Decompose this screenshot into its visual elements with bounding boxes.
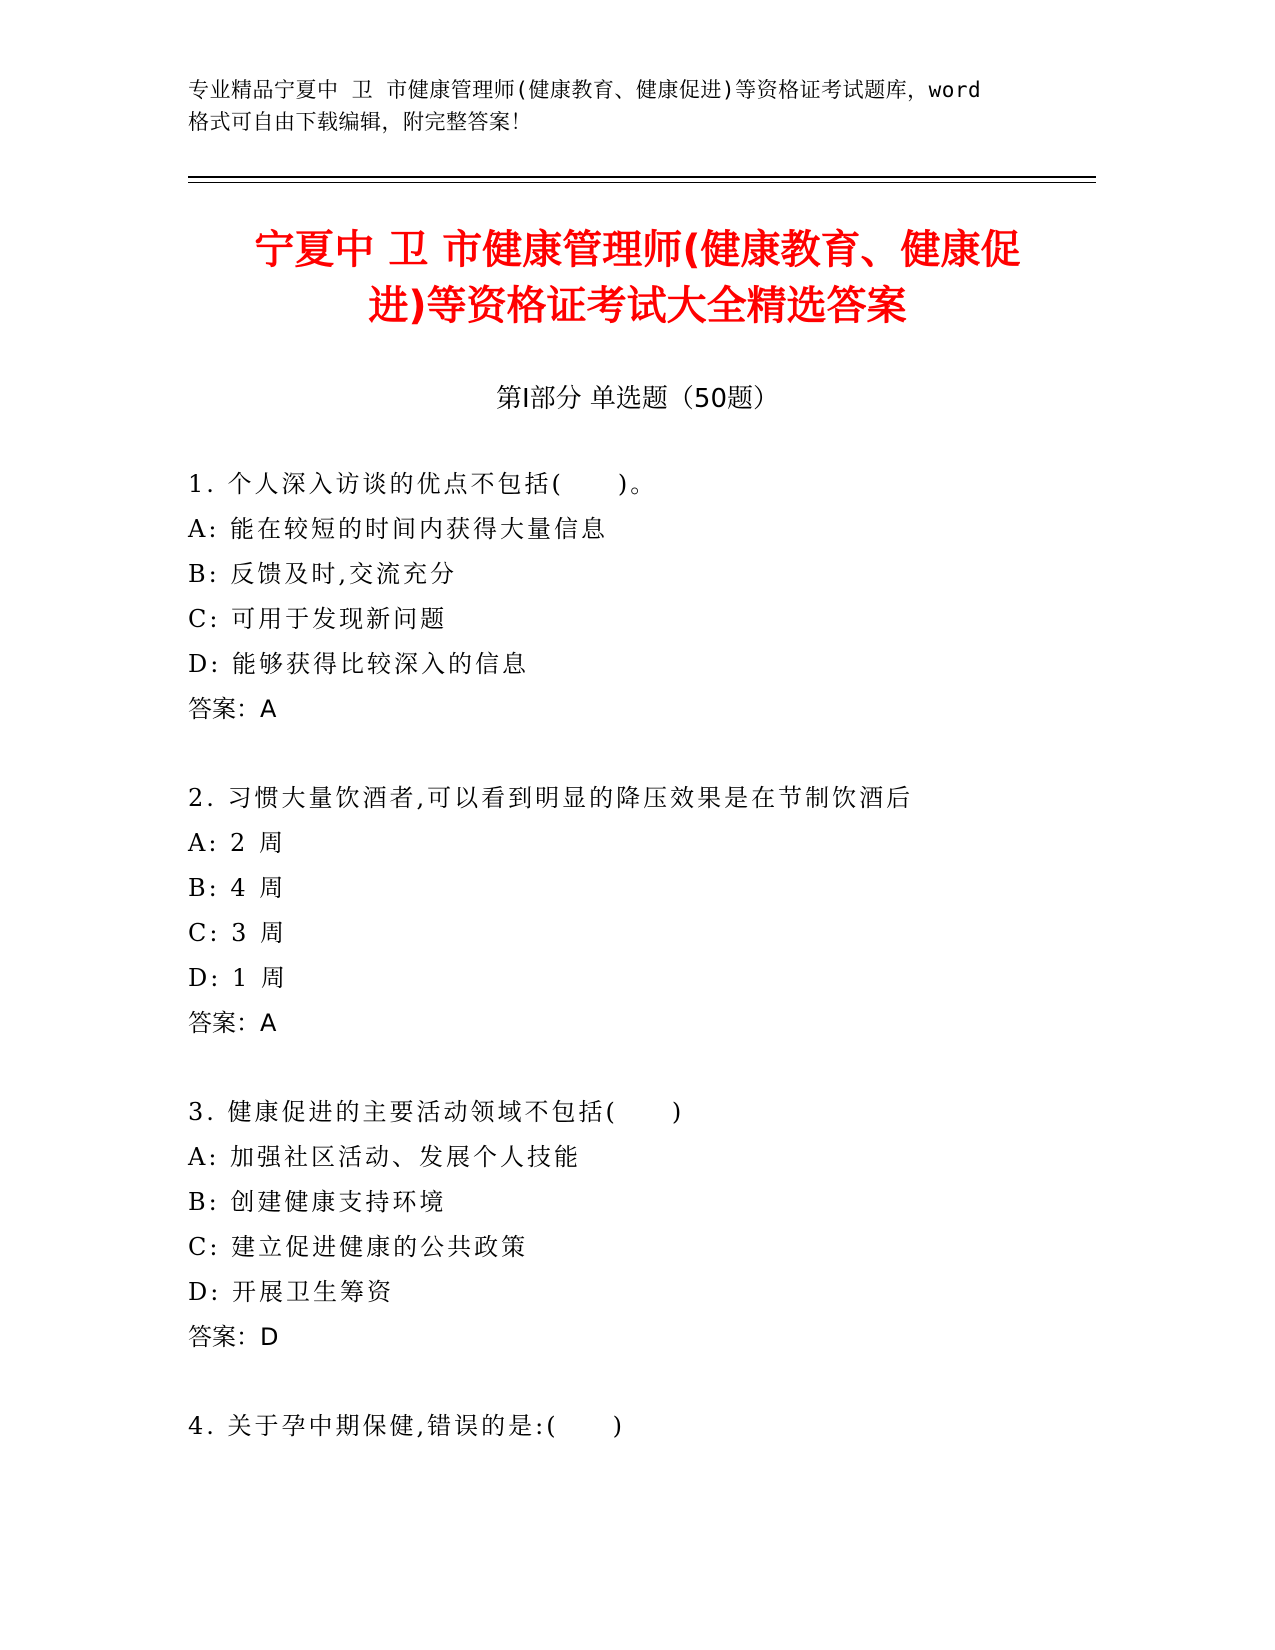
document-title-line-2: 进)等资格证考试大全精选答案	[368, 283, 907, 329]
document-title	[150, 222, 1125, 334]
question-3	[188, 1090, 1108, 1360]
question-stem: 2. 习惯大量饮酒者,可以看到明显的降压效果是在节制饮酒后	[188, 784, 914, 812]
option-b: B: 创建健康支持环境	[188, 1188, 447, 1216]
section-title: 第Ⅰ部分 单选题（50题）	[495, 384, 780, 414]
header-divider-thick	[188, 176, 1096, 178]
question-list	[188, 462, 1108, 1493]
answer-line: 答案：D	[188, 1323, 279, 1351]
option-d: D: 能够获得比较深入的信息	[188, 650, 529, 678]
option-b: B: 反馈及时,交流充分	[188, 560, 457, 588]
option-a: A: 能在较短的时间内获得大量信息	[188, 515, 609, 543]
option-d: D: 1 周	[188, 964, 288, 992]
question-stem: 1. 个人深入访谈的优点不包括( )。	[188, 470, 658, 498]
header-divider-thin	[188, 182, 1096, 183]
option-c: C: 建立促进健康的公共政策	[188, 1233, 529, 1261]
header-note-line-2: 格式可自由下载编辑，附完整答案！	[188, 110, 532, 134]
question-stem: 4. 关于孕中期保健,错误的是:( )	[188, 1412, 625, 1440]
option-a: A: 2 周	[188, 829, 286, 857]
question-4	[188, 1404, 1108, 1449]
question-1	[188, 462, 1108, 732]
header-note	[188, 74, 1088, 138]
document-title-line-1: 宁夏中 卫 市健康管理师(健康教育、健康促	[254, 227, 1021, 273]
answer-line: 答案：A	[188, 695, 277, 723]
option-c: C: 3 周	[188, 919, 287, 947]
answer-line: 答案：A	[188, 1009, 277, 1037]
header-note-line-1: 专业精品宁夏中 卫 市健康管理师(健康教育、健康促进)等资格证考试题库，word	[188, 78, 982, 102]
option-a: A: 加强社区活动、发展个人技能	[188, 1143, 582, 1171]
option-d: D: 开展卫生筹资	[188, 1278, 394, 1306]
option-b: B: 4 周	[188, 874, 287, 902]
question-stem: 3. 健康促进的主要活动领域不包括( )	[188, 1098, 685, 1126]
option-c: C: 可用于发现新问题	[188, 605, 448, 633]
question-2	[188, 776, 1108, 1046]
